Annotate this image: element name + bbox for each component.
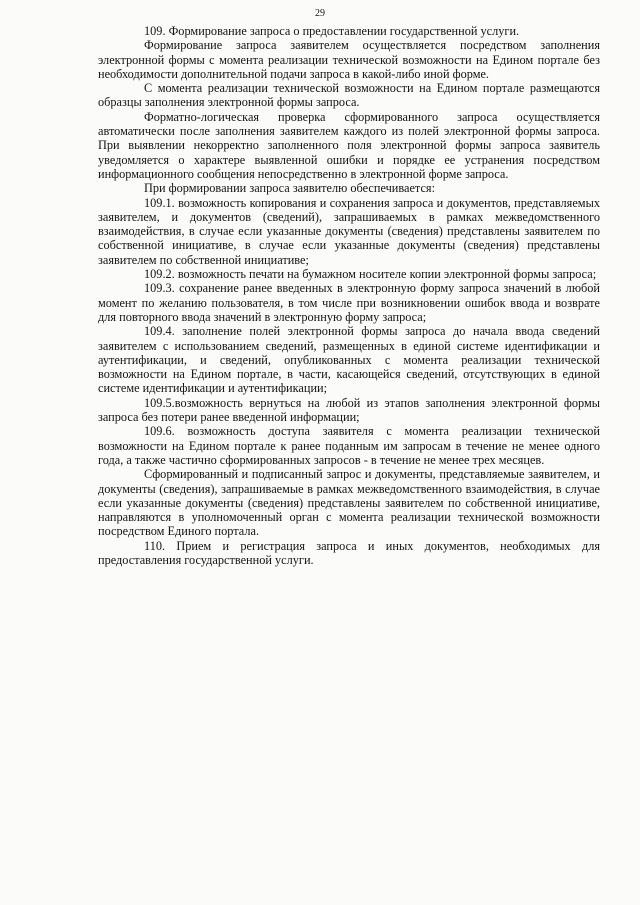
paragraph-109-3: 109.3. сохранение ранее введенных в электронную форму запроса значений в любой момент по желанию пользователя, в том числе при возникновении ошибок ввода и возврате для повторного ввода значений в электронную форму запроса; — [98, 281, 600, 324]
page-number: 29 — [315, 8, 325, 19]
paragraph-109-heading: 109. Формирование запроса о предоставлении государственной услуги. — [144, 24, 520, 38]
paragraph-provided-list-intro: При формировании запроса заявителю обеспечивается: — [144, 181, 435, 196]
paragraph-109-5: 109.5.возможность вернуться на любой из этапов заполнения электронной формы запроса без потери ранее введенной информации; — [98, 395, 600, 425]
paragraph-samples: С момента реализации технической возможности на Едином портале размещаются образцы заполнения электронной формы запроса. — [98, 81, 600, 110]
paragraph-109-1: 109.1. возможность копирования и сохранения запроса и документов, представляемых заявителем, и документов (сведений), запрашиваемых в рамках межведомственного взаимодействия, в случае если указанные документы (сведения) представлены заявителем по собственной инициативе, в случае если указанные документы (сведения) представлены заявителем по собственной инициативе; — [98, 195, 600, 267]
paragraph-109-2: 109.2. возможность печати на бумажном носителе копии электронной формы запроса; — [144, 267, 597, 282]
paragraph-110-heading: 110. Прием и регистрация запроса и иных документов, необходимых для предоставления государственной услуги. — [98, 538, 600, 567]
paragraph-format-check: Форматно-логическая проверка сформированного запроса осуществляется автоматически после заполнения заявителем каждого из полей электронной формы запроса. При выявлении некорректно заполненного поля электронной формы запроса заявитель уведомляется о характере выявленной ошибки и порядке ее устранения посредством информационного сообщения непосредственно в электронной форме запроса. — [98, 109, 600, 181]
paragraph-109-6: 109.6. возможность доступа заявителя с момента реализации технической возможности на Едином портале к ранее поданным им запросам в течение не менее одного года, а также частично сформированных запросов - в течение не менее трех месяцев. — [98, 424, 600, 467]
document-body — [98, 24, 600, 567]
paragraph-submission: Сформированный и подписанный запрос и документы, представляемые заявителем, и документы (сведения), запрашиваемые в рамках межведомственного взаимодействия, в случае если указанные документы (сведения) представлены заявителем по собственной инициативе, направляются в уполномоченный орган с момента реализации технической возможности посредством Единого портала. — [98, 467, 600, 539]
paragraph-request-forming: Формирование запроса заявителем осуществляется посредством заполнения электронной формы с момента реализации технической возможности на Едином портале без необходимости дополнительной подачи запроса в какой-либо иной форме. — [98, 38, 600, 81]
paragraph-109-4: 109.4. заполнение полей электронной формы запроса до начала ввода сведений заявителем с использованием сведений, размещенных в единой системе идентификации и аутентификации, и сведений, опубликованных с момента реализации технической возможности на Едином портале, в части, касающейся сведений, отсутствующих в единой системе идентификации и аутентификации; — [98, 324, 600, 396]
